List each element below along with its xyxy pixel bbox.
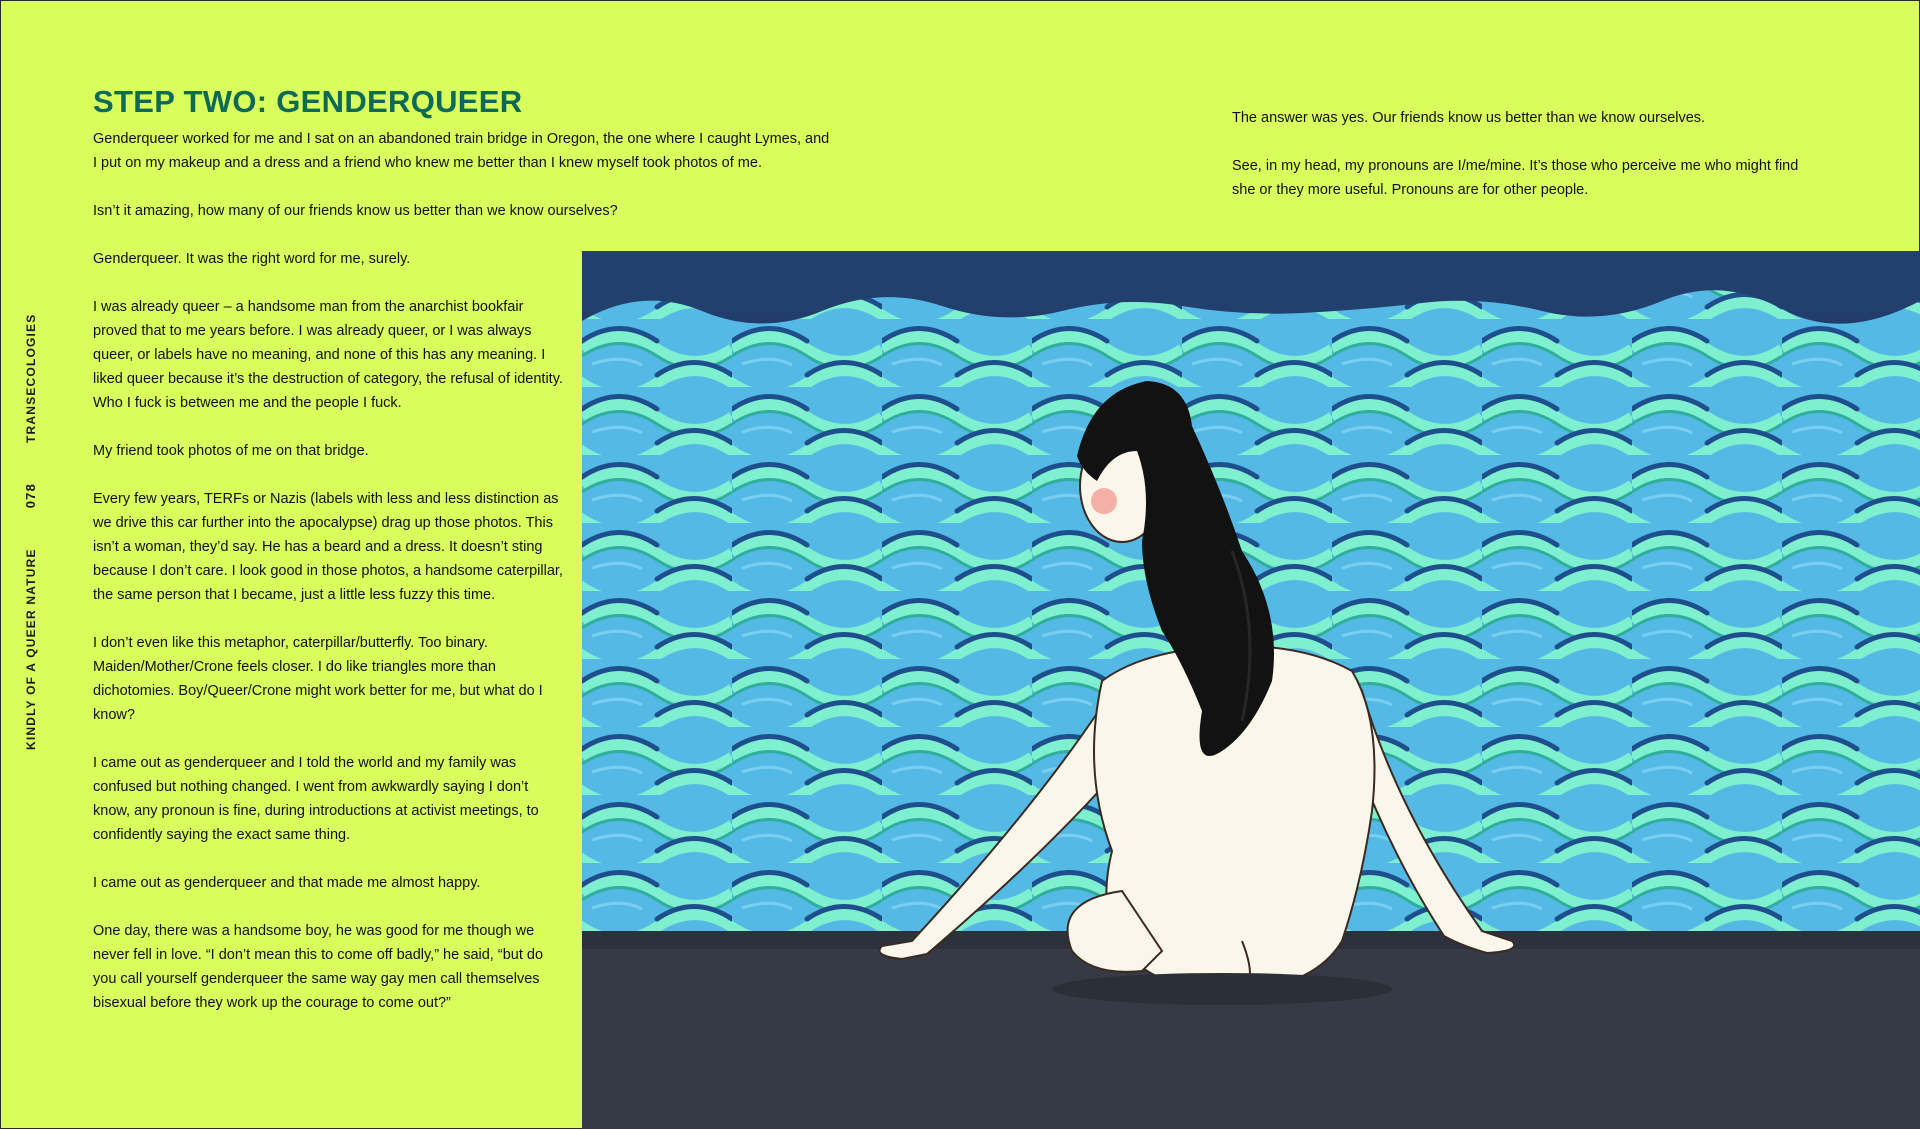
paragraph: I don’t even like this metaphor, caterpillar/butterfly. Too binary. Maiden/Mother/Crone feels closer. I do like triangles more than dichotomies. Boy/Queer/Crone might work better for me, but what do I know?: [93, 635, 543, 723]
page-number: 078: [23, 482, 38, 509]
paragraph: Every few years, TERFs or Nazis (labels with less and less distinction as we drive this car further into the apocalypse) drag up those photos. This isn’t a woman, they’d say. He has a beard and a dress. It doesn’t sting because I don’t care. I look good in those photos, a handsome caterpillar, the same person that I became, just a little less fuzzy this time.: [93, 491, 563, 603]
section-name: TRANSECOLOGIES: [23, 313, 38, 443]
paragraph: My friend took photos of me on that bridge.: [93, 443, 369, 459]
paragraph: I was already queer – a handsome man from the anarchist bookfair proved that to me years before. I was already queer, or I was always queer, or labels have no meaning, and none of this has any meaning. I liked queer because it’s the destruction of category, the refusal of identity. Who I fuck is between me and the people I fuck.: [93, 299, 563, 411]
paragraph: One day, there was a handsome boy, he was good for me though we never fell in love. “I don’t mean this to come off badly,” he said, “but do you call yourself genderqueer the same way gay men call themselves bisexual before they work up the courage to come out?”: [93, 923, 544, 1011]
paragraph: Isn’t it amazing, how many of our friends know us better than we know ourselves?: [93, 203, 618, 219]
paragraph: Genderqueer worked for me and I sat on an abandoned train bridge in Oregon, the one where I caught Lymes, and I put on my makeup and a dress and a friend who knew me better than I knew myself took photos of me.: [93, 131, 830, 171]
illustration-svg: [582, 251, 1920, 1129]
paragraph: See, in my head, my pronouns are I/me/mine. It’s those who perceive me who might find she or they more useful. Pronouns are for other people.: [1232, 158, 1799, 198]
paragraph: The answer was yes. Our friends know us better than we know ourselves.: [1232, 110, 1706, 126]
page-title: STEP TWO: GENDERQUEER: [93, 84, 523, 119]
book-title: KINDLY OF A QUEER NATURE: [23, 548, 38, 750]
paragraph: Genderqueer. It was the right word for me, surely.: [93, 251, 411, 267]
running-header: [23, 314, 38, 751]
illustration-woman-by-water: [582, 251, 1920, 1129]
right-text-column: [1232, 106, 1812, 226]
paragraph: I came out as genderqueer and that made me almost happy.: [93, 875, 481, 891]
paragraph: I came out as genderqueer and I told the world and my family was confused but nothing changed. I went from awkwardly saying I don’t know, any pronoun is fine, during introductions at activist meetings, to confidently saying the exact same thing.: [93, 755, 539, 843]
